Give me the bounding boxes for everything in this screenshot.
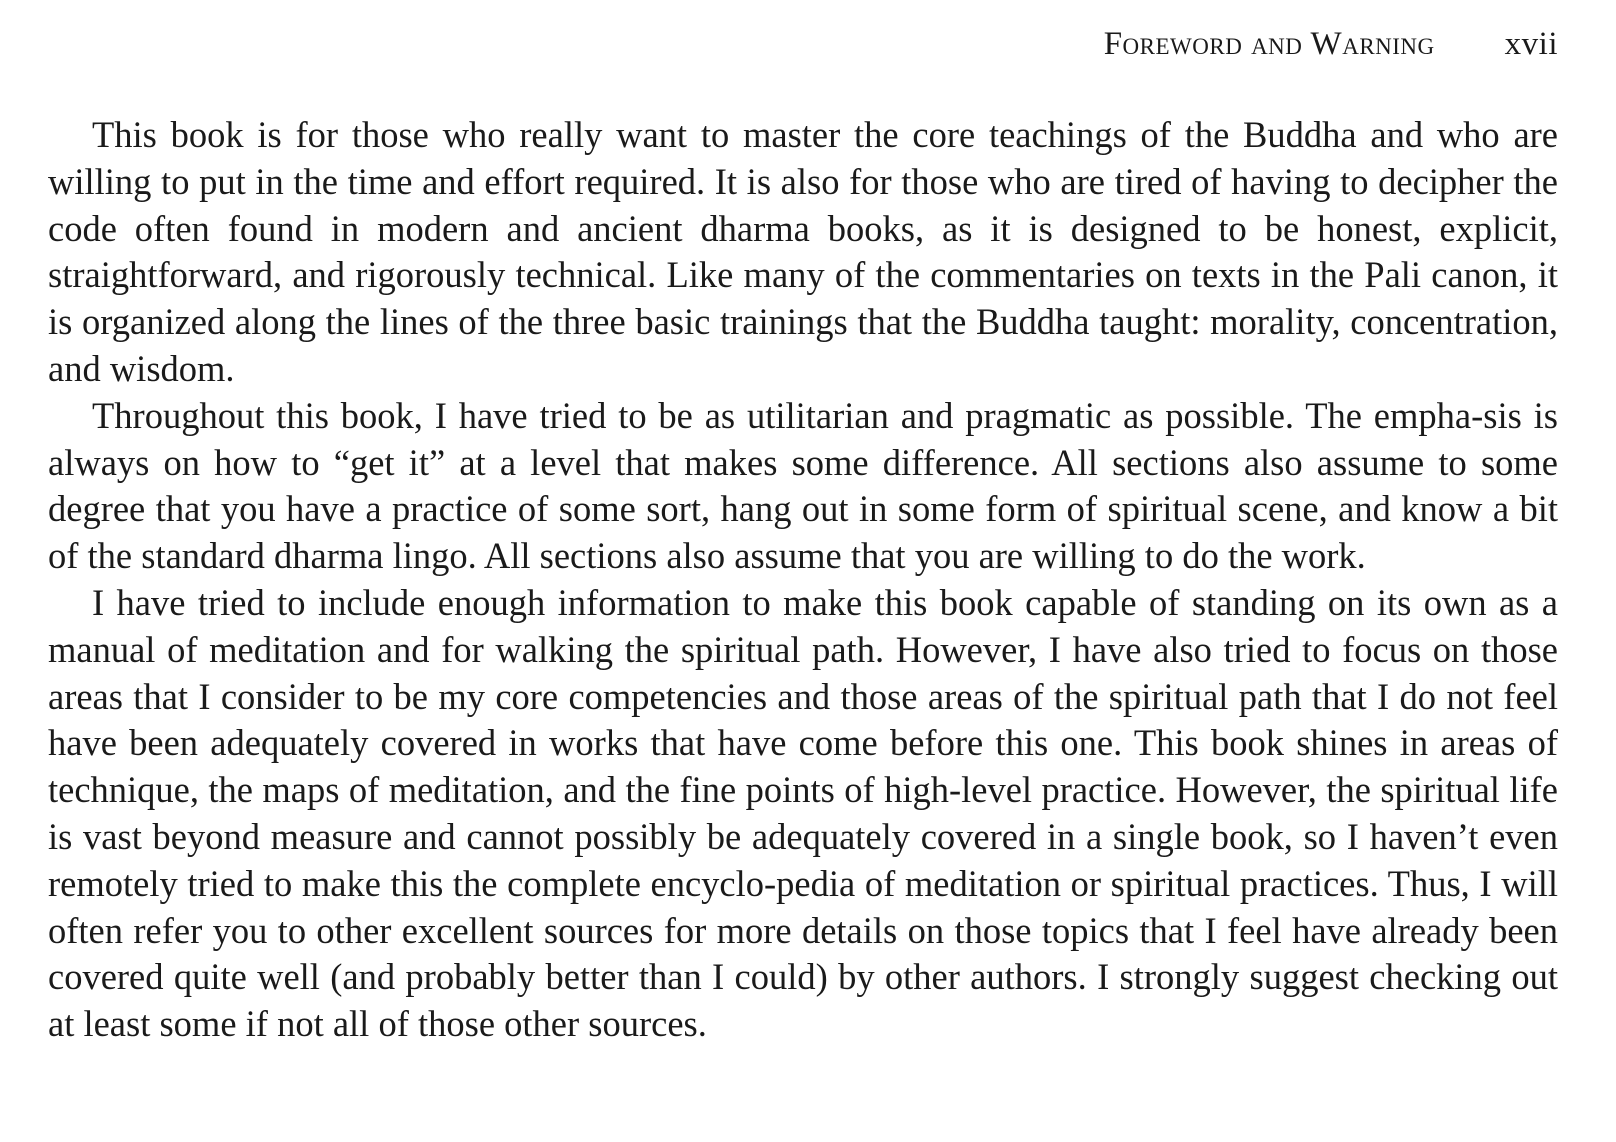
paragraph-2: Throughout this book, I have tried to be as utilitarian and pragmatic as possible. The empha-sis is always on how to “get it” at a level that makes some difference. All sections also assume to some degree that you have a practice of some sort, hang out in some form of spiritual scene, and know a bit of the standard dharma lingo. All sections also assume that you are willing to do the work. [48,394,1558,577]
paragraph-3: I have tried to include enough information to make this book capable of standing on its own as a manual of meditation and for walking the spiritual path. However, I have also tried to focus on those areas that I consider to be my core competencies and those areas of the spiritual path that I do not feel have been adequately covered in works that have come before this one. This book shines in areas of technique, the maps of meditation, and the fine points of high-level practice. However, the spiritual life is vast beyond measure and cannot possibly be adequately covered in a single book, so I haven’t even remotely tried to make this the complete encyclo-pedia of meditation or spiritual practices. Thus, I will often refer you to other excellent sources for more details on those topics that I feel have already been covered quite well (and probably better than I could) by other authors. I strongly suggest checking out at least some if not all of those other sources. [48,581,1558,1045]
paragraph-1: This book is for those who really want to master the core teachings of the Buddha and who are willing to put in the time and effort required. It is also for those who are tired of having to decipher the code often found in modern and ancient dharma books, as it is designed to be honest, explicit, straightforward, and rigorously technical. Like many of the commentaries on texts in the Pali canon, it is organized along the lines of the three basic trainings that the Buddha taught: morality, concentration, and wisdom. [48,114,1558,389]
page-number: xvii [1504,26,1558,62]
clipped-next-line [48,1120,1558,1142]
running-title: Foreword and Warning [1103,26,1435,62]
book-page [48,0,1558,1142]
running-head [1104,26,1558,76]
body-text [48,112,1558,1048]
